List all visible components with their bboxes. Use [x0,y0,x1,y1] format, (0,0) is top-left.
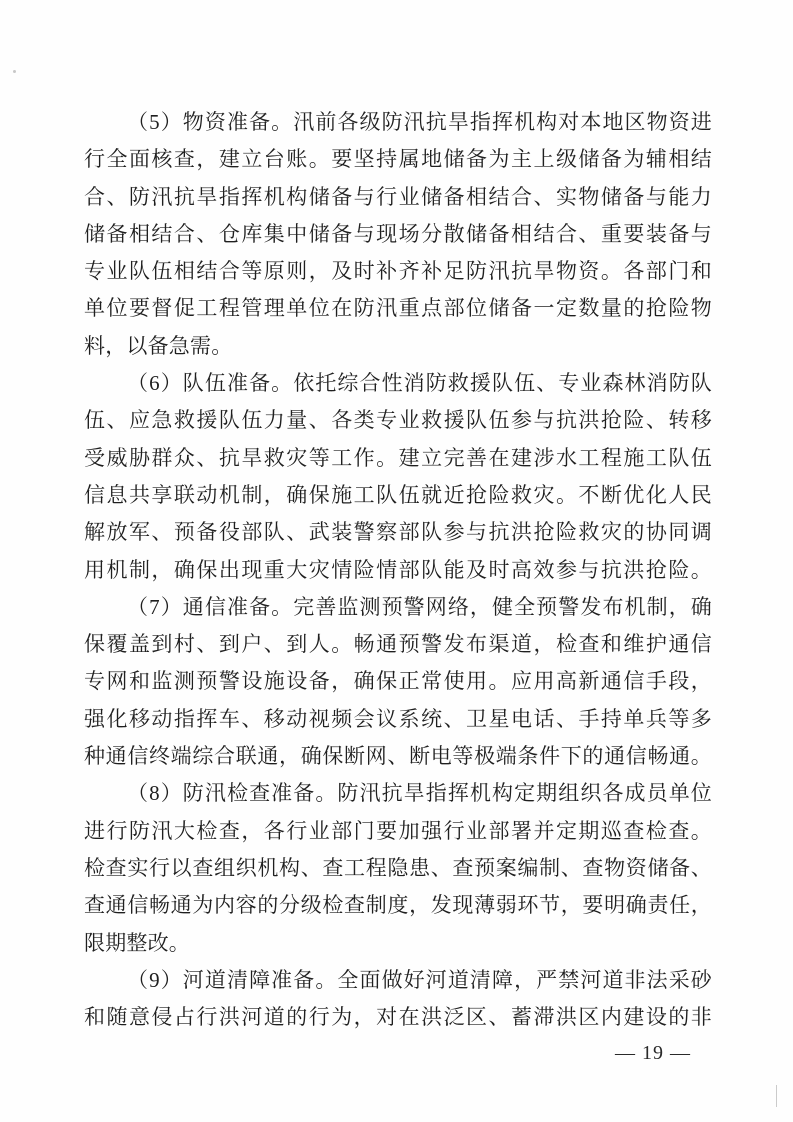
text-line: （7）通信准备。完善监测预警网络，健全预警发布机制，确 [127,594,712,619]
text-line: （6）队伍准备。依托综合性消防救援队伍、专业森林消防队 [127,371,712,396]
text-line: 伍、应急救援队伍力量、各类专业救援队伍参与抗洪抢险、转移 [84,408,712,433]
text-line: （9）河道清障准备。全面做好河道清障，严禁河道非法采砂 [127,967,712,992]
text-line: 专网和监测预警设施设备，确保正常使用。应用高新通信手段， [84,669,712,694]
text-line: 料，以备急需。 [84,333,233,358]
text-line: 行全面核查，建立台账。要坚持属地储备为主上级储备为辅相结 [84,147,712,172]
text-line: 单位要督促工程管理单位在防汛重点部位储备一定数量的抢险物 [84,296,712,321]
text-line: 检查实行以查组织机构、查工程隐患、查预案编制、查物资储备、 [84,855,712,880]
text-line: 查通信畅通为内容的分级检查制度，发现薄弱环节，要明确责任， [84,893,712,918]
text-line: （8）防汛检查准备。防汛抗旱指挥机构定期组织各成员单位 [127,781,712,806]
document-body [84,104,712,1036]
text-line: （5）物资准备。汛前各级防汛抗旱指挥机构对本地区物资进 [127,110,712,134]
text-line: 受威胁群众、抗旱救灾等工作。建立完善在建涉水工程施工队伍 [84,445,712,470]
text-line: 信息共享联动机制，确保施工队伍就近抢险救灾。不断优化人民 [84,482,712,507]
scan-speck [13,70,16,73]
scan-edge-artifact [776,1085,777,1107]
page-number: — 19 — [615,1042,691,1064]
text-line: 和随意侵占行洪河道的行为，对在洪泛区、蓄滞洪区内建设的非 [84,1005,712,1030]
text-line: 储备相结合、仓库集中储备与现场分散储备相结合、重要装备与 [84,221,712,246]
text-line: 保覆盖到村、到户、到人。畅通预警发布渠道，检查和维护通信 [84,632,712,657]
text-line: 专业队伍相结合等原则，及时补齐补足防汛抗旱物资。各部门和 [84,259,712,284]
text-line: 合、防汛抗旱指挥机构储备与行业储备相结合、实物储备与能力 [84,184,712,209]
text-line: 解放军、预备役部队、武装警察部队参与抗洪抢险救灾的协同调 [84,520,712,545]
text-line: 强化移动指挥车、移动视频会议系统、卫星电话、手持单兵等多 [84,706,712,731]
text-line: 进行防汛大检查，各行业部门要加强行业部署并定期巡查检查。 [84,818,712,843]
text-line: 种通信终端综合联通，确保断网、断电等极端条件下的通信畅通。 [84,744,712,769]
text-line: 用机制，确保出现重大灾情险情部队能及时高效参与抗洪抢险。 [84,557,712,582]
text-line: 限期整改。 [84,930,190,955]
